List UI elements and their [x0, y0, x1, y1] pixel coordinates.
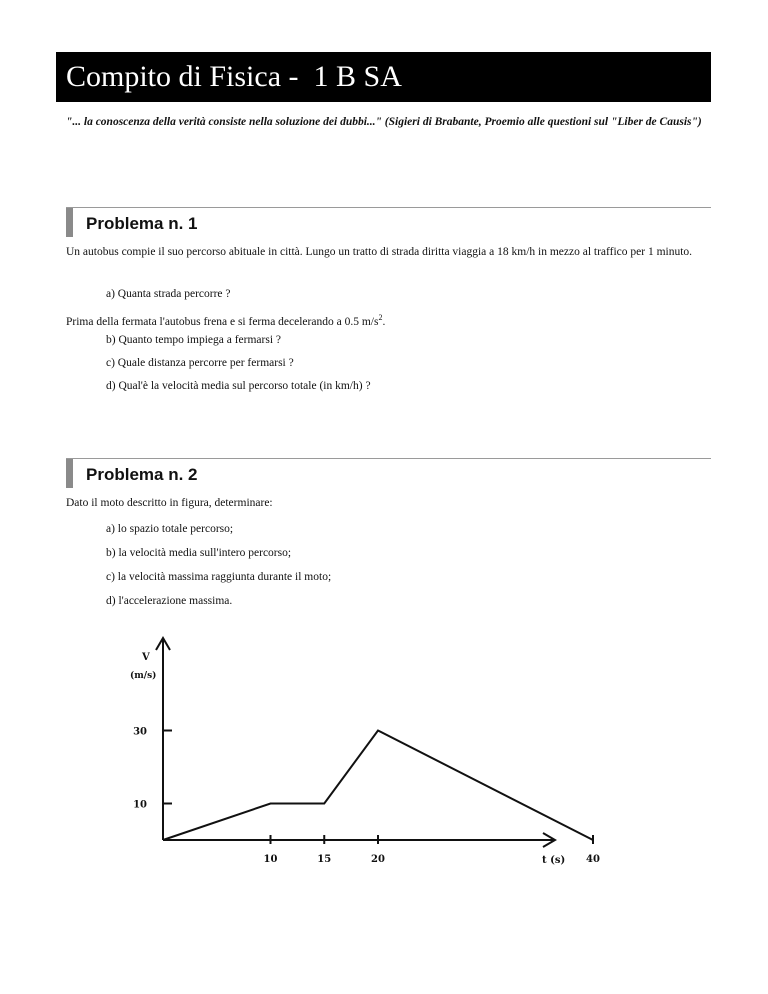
y-axis-label: V — [142, 652, 150, 663]
x-tick-label: 15 — [317, 854, 332, 865]
page-title: Compito di Fisica - 1 B SA — [66, 60, 402, 93]
problem-1-question-d: d) Qual'è la velocità media sul percorso totale (in km/h) ? — [106, 380, 371, 392]
velocity-time-chart — [110, 630, 600, 875]
x-tick-label: 10 — [263, 854, 278, 865]
problem-1-question-b: b) Quanto tempo impiega a fermarsi ? — [106, 334, 281, 346]
problem-1-middle-text — [66, 309, 706, 331]
x-tick-label: 20 — [371, 854, 385, 865]
y-tick-label: 10 — [133, 799, 147, 811]
problem-2-heading: Problema n. 2 — [86, 465, 198, 484]
problem-2-header — [66, 458, 711, 488]
problem-1-question-c: c) Quale distanza percorre per fermarsi ? — [106, 357, 294, 369]
middle-text: Prima della fermata l'autobus frena e si ferma decelerando a 0.5 m/s — [66, 315, 379, 328]
problem-1-header — [66, 207, 711, 237]
problem-1-intro: Un autobus compie il suo percorso abituale in città. Lungo un tratto di strada diritta viaggia a 18 km/h in mezzo al traffico per 1 minuto. — [66, 246, 693, 258]
title-banner — [56, 52, 711, 102]
section-marker — [66, 208, 73, 237]
problem-1-heading: Problema n. 1 — [86, 214, 198, 233]
problem-2-intro: Dato il moto descritto in figura, determinare: — [66, 497, 273, 509]
problem-2-question-d: d) l'accelerazione massima. — [106, 595, 233, 607]
epigraph-quote: "... la conoscenza della verità consiste nella soluzione dei dubbi..." (Sigieri di Brabante, Proemio alle questioni sul "Liber de Causis") — [66, 116, 702, 128]
y-axis-unit: (m/s) — [130, 671, 157, 681]
x-axis-label: t (s) — [542, 855, 566, 866]
chart-axes — [156, 638, 555, 847]
x-tick-label: 40 — [586, 854, 600, 865]
problem-2-question-b: b) la velocità media sull'intero percorso; — [106, 547, 292, 559]
problem-1-question-a: a) Quanta strada percorre ? — [106, 288, 231, 300]
velocity-line — [163, 731, 593, 841]
problem-2-question-a: a) lo spazio totale percorso; — [106, 523, 234, 535]
section-marker — [66, 459, 73, 488]
exponent: 2 — [378, 313, 383, 322]
middle-text-end: . — [382, 315, 386, 328]
y-tick-label: 30 — [133, 726, 147, 738]
problem-2-question-c: c) la velocità massima raggiunta durante il moto; — [106, 571, 332, 583]
